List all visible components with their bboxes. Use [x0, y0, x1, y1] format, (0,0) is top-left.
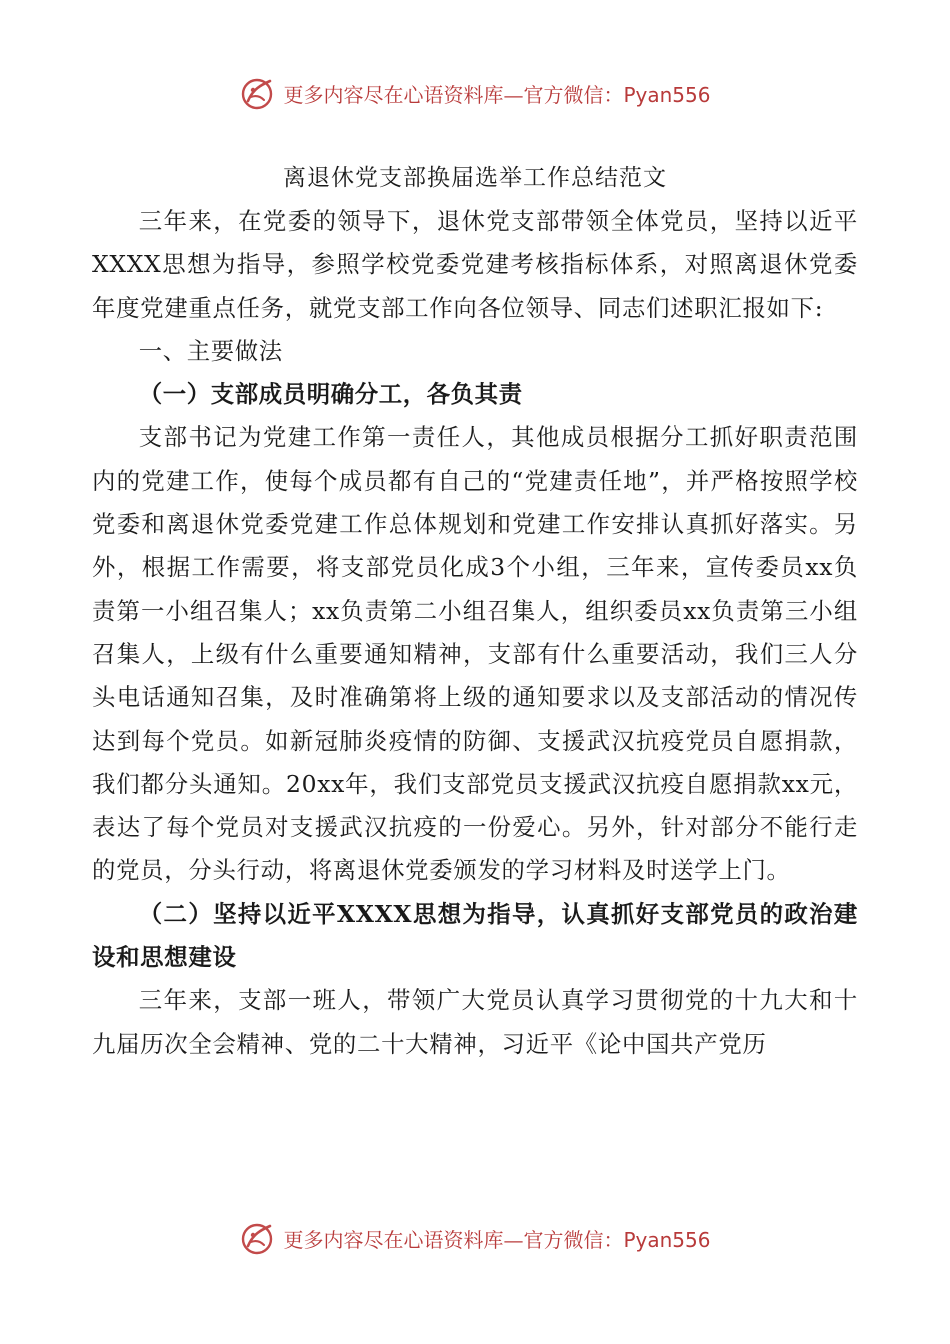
watermark-text: 更多内容尽在心语资料库—	[283, 82, 524, 107]
subsection-heading-1: （一）支部成员明确分工，各负其责	[138, 380, 523, 409]
watermark-wechat: 官方微信：Pyan556	[523, 1227, 711, 1252]
section-heading-main-practices: 一、主要做法	[138, 336, 283, 365]
watermark-wechat: 官方微信：Pyan556	[523, 82, 711, 107]
body-paragraph-1: 支部书记为党建工作第一责任人，其他成员根据分工抓好职责范围内的党建工作，使每个成员都有自己的“党建责任地”，并严格按照学校党委和离退休党委党建工作总体规划和党建工作安排认真抓好落实。另外，根据工作需要，将支部党员化成3个小组，三年来，宣传委员xx负责第一小组召集人；xx负责第二小组召集人，组织委员xx负责第三小组召集人，上级有什么重要通知精神，支部有什么重要活动，我们三人分头电话通知召集，及时准确第将上级的通知要求以及支部活动的情况传达到每个党员。如新冠肺炎疫情的防御、支援武汉抗疫党员自愿捐款，我们都分头通知。20xx年，我们支部党员支援武汉抗疫自愿捐款xx元，表达了每个党员对支援武汉抗疫的一份爱心。另外，针对部分不能行走的党员，分头行动，将离退休党委颁发的学习材料及时送学上门。	[92, 423, 858, 885]
intro-paragraph: 三年来，在党委的领导下，退休党支部带领全体党员，坚持以近平XXXX思想为指导，参照学校党委党建考核指标体系，对照离退休党委年度党建重点任务，就党支部工作向各位领导、同志们述职汇报如下:	[92, 207, 858, 322]
brand-logo-icon	[239, 1220, 275, 1256]
document-body	[92, 156, 858, 1066]
watermark-text: 更多内容尽在心语资料库—	[283, 1227, 524, 1252]
watermark-footer	[0, 1218, 950, 1258]
body-paragraph-2: 三年来，支部一班人，带领广大党员认真学习贯彻党的十九大和十九届历次全会精神、党的二十大精神，习近平《论中国共产党历	[92, 986, 858, 1058]
subsection-heading-2: （二）坚持以近平XXXX思想为指导，认真抓好支部党员的政治建设和思想建设	[92, 899, 858, 972]
brand-logo-icon	[239, 75, 275, 111]
document-title: 离退休党支部换届选举工作总结范文	[283, 165, 667, 191]
watermark-header	[0, 73, 950, 113]
